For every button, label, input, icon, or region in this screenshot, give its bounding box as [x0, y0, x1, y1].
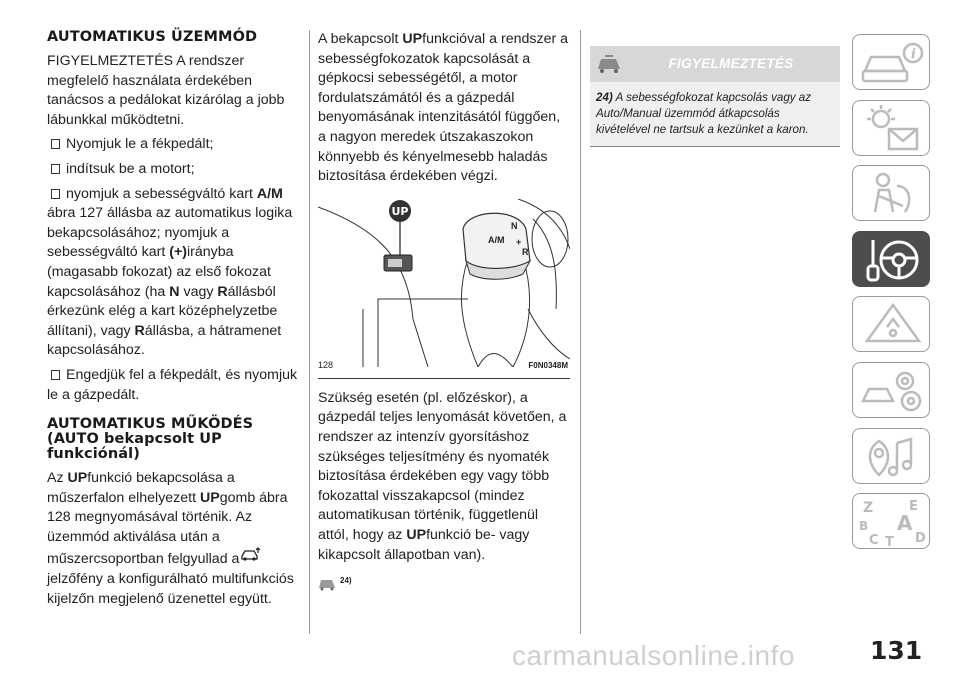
car-info-icon	[853, 35, 931, 91]
checkbox-bullet-icon	[51, 164, 60, 174]
warning-body: 24) A sebességfokozat kapcsolás vagy az Auto/Manual üzemmód átkapcsolás kivételével ne tartsuk a kezünket a karon.	[590, 82, 840, 146]
checkbox-bullet-icon	[51, 189, 60, 199]
figure-label-am: A/M	[488, 234, 505, 245]
warning-car-icon	[318, 577, 336, 591]
index-icon	[853, 494, 931, 550]
tab-safety[interactable]	[852, 165, 930, 221]
list-item: Nyomjuk le a fékpedált;	[47, 135, 299, 155]
tab-car-info[interactable]	[852, 34, 930, 90]
tab-index[interactable]	[852, 493, 930, 549]
kickdown-paragraph: Szükség esetén (pl. előzéskor), a gázpedál teljes lenyomását követően, a rendszer az intenzív gyorsításhoz szükséges teljesítmény és nyomaték biztosítása érdekében egy vagy több fokozattal visszakapcsol (mindez automatikusan történik, függetlenül attól, hogy az UPfunkció be- vagy kikapcsolt állapotban van).	[318, 389, 567, 563]
list-item: nyomjuk a sebességváltó kart A/M ábra 127 állásba az automatikus logika bekapcsolásához; nyomjuk a sebességváltó kart (+)irányba (magasabb fokozat) az első fokozat kapcsolásához (ha N vagy Rállásból érkezünk elég a kart középhelyzetbe állítani), vagy Rállásba, a hátramenet kapcsolásához.	[47, 185, 293, 359]
svg-text:A: A	[897, 511, 913, 536]
tab-maintenance[interactable]	[852, 362, 930, 418]
svg-text:B: B	[859, 519, 869, 534]
svg-text:E: E	[909, 499, 918, 515]
up-warning-light-icon	[239, 547, 261, 561]
column-divider-2	[580, 30, 581, 634]
up-behaviour-paragraph: A bekapcsolt UPfunkcióval a rendszer a sebességfokozatok kapcsolását a gépkocsi sebességétől, a motor fordulatszámától és a gázpedál benyomásának intenzitásától függően, a nagyon meredek útszakaszokon könnyebb és kényelmesebb haladás biztosítása érdekében végzi.	[318, 31, 569, 185]
up-function-paragraph: Az UPfunkció bekapcsolása a műszerfalon elhelyezett UPgomb ábra 128 megnyomásával történik. Az üzemmód aktiválása után a műszercsoportban felgyullad a jelzőfény a konfigurálható multifunkciós kijelzőn megjelenő üzenettel együtt.	[47, 470, 294, 607]
checkbox-bullet-icon	[51, 139, 60, 149]
figure-128	[318, 199, 570, 379]
tab-warning-lights[interactable]	[852, 100, 930, 156]
list-item: indítsuk be a motort;	[47, 160, 299, 180]
figure-label-r: R	[522, 246, 529, 257]
safety-icon	[853, 166, 931, 222]
figure-label-plus: +	[516, 236, 522, 247]
list-item: Engedjük fel a fékpedált, és nyomjuk le a gázpedált.	[47, 366, 298, 403]
warning-lights-icon	[853, 101, 931, 157]
warning-car-icon	[596, 53, 622, 75]
figure-label-up: UP	[391, 204, 409, 218]
figure-label-n: N	[511, 220, 518, 231]
multimedia-icon	[853, 429, 931, 485]
starting-driving-icon	[853, 232, 931, 288]
svg-text:T: T	[885, 535, 894, 551]
tab-emergency[interactable]	[852, 296, 930, 352]
column-1	[47, 30, 299, 614]
column-2	[318, 30, 570, 591]
svg-text:Z: Z	[863, 500, 874, 517]
warning-box	[590, 46, 840, 147]
tab-starting-driving[interactable]	[852, 231, 930, 287]
svg-text:C: C	[869, 533, 879, 549]
page-number: 131	[870, 636, 923, 665]
maintenance-icon	[853, 363, 931, 419]
warning-header	[590, 46, 840, 82]
svg-text:D: D	[915, 531, 926, 547]
checkbox-bullet-icon	[51, 370, 60, 380]
gear-lever-illustration	[318, 199, 570, 367]
chapter-sidebar	[852, 34, 930, 559]
figure-code: F0N0348M	[528, 361, 568, 371]
section-heading-auto-up: AUTOMATIKUS MŰKÖDÉS (AUTO bekapcsolt UP funkciónál)	[47, 416, 254, 463]
figure-number: 128	[318, 360, 334, 371]
watermark: carmanualsonline.info	[512, 640, 795, 671]
column-divider-1	[309, 30, 310, 634]
svg-text:i: i	[911, 47, 916, 62]
intro-paragraph: FIGYELMEZTETÉS A rendszer megfelelő használata érdekében tanácsos a pedálokat kizárólag a jobb lábunkkal működtetni.	[47, 53, 285, 128]
tab-multimedia[interactable]	[852, 428, 930, 484]
section-heading-automatic-mode: AUTOMATIKUS ÜZEMMÓD	[47, 29, 258, 45]
warning-reference: 24)	[318, 571, 570, 591]
emergency-icon	[853, 297, 931, 353]
warning-title: FIGYELMEZTETÉS	[668, 56, 794, 72]
column-3	[590, 46, 840, 147]
